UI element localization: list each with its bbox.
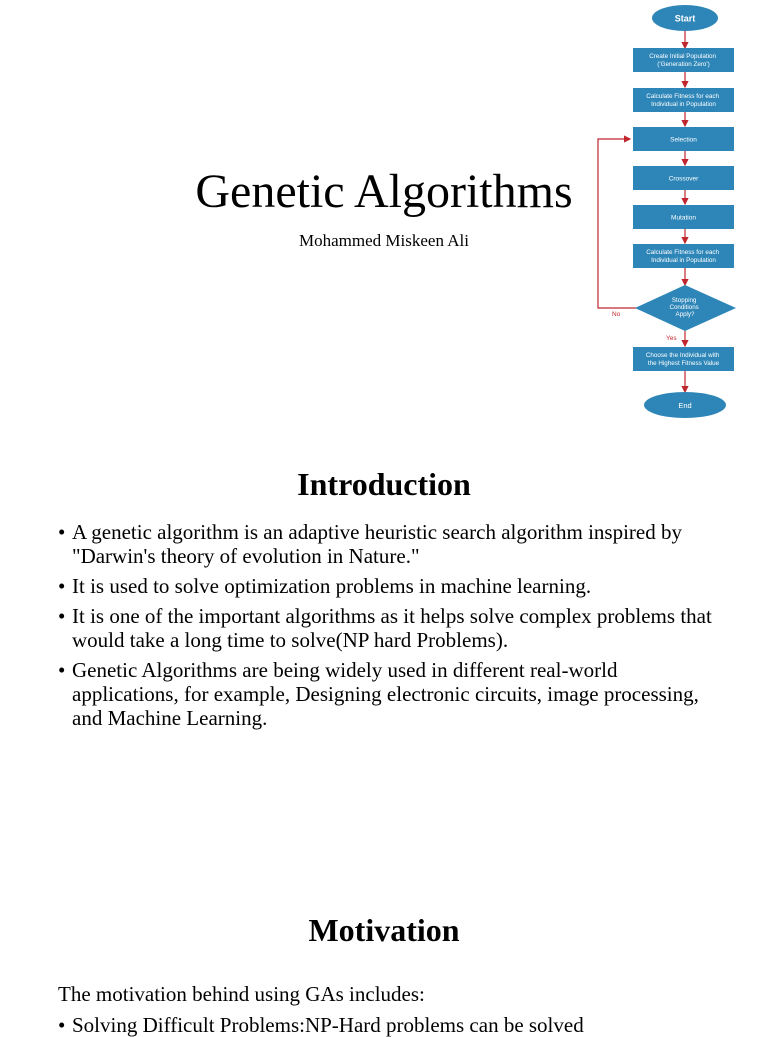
introduction-heading: Introduction <box>297 466 471 502</box>
svg-text:Calculate Fitness for each <box>646 249 721 264</box>
bullet-item: • It is used to solve optimization problems in machine learning. <box>58 574 728 598</box>
flow-step-1 <box>633 48 734 72</box>
flow-step-1-line2: ('Generation Zero') <box>657 61 710 68</box>
flow-step-6-line1: Calculate Fitness for each <box>646 249 720 256</box>
bullet-item: • It is one of the important algorithms as it helps solve complex problems that would take a long time to solve(NP hard Problems). <box>58 604 728 652</box>
flow-end <box>644 392 726 418</box>
svg-text:Choose the Individual with <box>646 352 721 367</box>
introduction-bullets <box>58 520 728 736</box>
motivation-first-bullet <box>58 1013 584 1037</box>
flow-step-6-line2: Individual in Population <box>651 257 716 264</box>
bullet-item: • Genetic Algorithms are being widely used in different real-world applications, for example, Designing electronic circuits, image processing, and Machine Learning. <box>58 658 728 730</box>
flow-step-crossover-label: Crossover <box>668 175 699 183</box>
flow-decision-line1: Stopping <box>671 297 697 304</box>
flow-step-2-line1: Calculate Fitness for each <box>646 93 720 100</box>
slide-title: Genetic Algorithms <box>195 165 573 218</box>
ga-flowchart <box>590 0 768 420</box>
flow-decision-line3: Apply? <box>675 311 695 318</box>
flow-final-step <box>633 347 734 371</box>
flow-no-label: No <box>612 311 621 318</box>
flow-step-2-line2: Individual in Population <box>651 101 716 108</box>
flow-start-label: Start <box>674 13 696 24</box>
title-slide <box>0 0 768 440</box>
flow-step-selection-label: Selection <box>670 136 697 144</box>
flow-yes-label: Yes <box>666 335 677 342</box>
motivation-first-bullet-text: Solving Difficult Problems:NP-Hard problems can be solved <box>72 1013 584 1037</box>
flow-decision-line2: Conditions <box>669 304 699 311</box>
motivation-intro: The motivation behind using GAs includes: <box>58 982 425 1006</box>
flow-step-mutation-label: Mutation <box>671 214 696 222</box>
flow-step-6 <box>633 244 734 268</box>
flow-step-selection <box>633 127 734 151</box>
bullet-dot: • <box>58 1013 66 1037</box>
flow-step-1-line1: Create Initial Population <box>649 53 717 60</box>
flow-step-crossover <box>633 166 734 190</box>
author-name: Mohammed Miskeen Ali <box>299 231 469 250</box>
flow-decision <box>635 285 736 331</box>
motivation-slide <box>0 885 768 1037</box>
svg-text:Create Initial Population <box>649 53 718 68</box>
flow-step-2 <box>633 88 734 112</box>
introduction-slide <box>0 450 768 880</box>
bullet-item: • A genetic algorithm is an adaptive heuristic search algorithm inspired by "Darwin's theory of evolution in Nature." <box>58 520 728 568</box>
flow-end-label: End <box>678 401 692 410</box>
flow-final-line2: the Highest Fitness Value <box>647 360 720 367</box>
flow-start <box>652 5 718 31</box>
motivation-heading: Motivation <box>308 912 460 948</box>
flow-final-line1: Choose the Individual with <box>645 352 720 359</box>
flow-step-mutation <box>633 205 734 229</box>
svg-text:Calculate Fitness for each <box>646 93 721 108</box>
